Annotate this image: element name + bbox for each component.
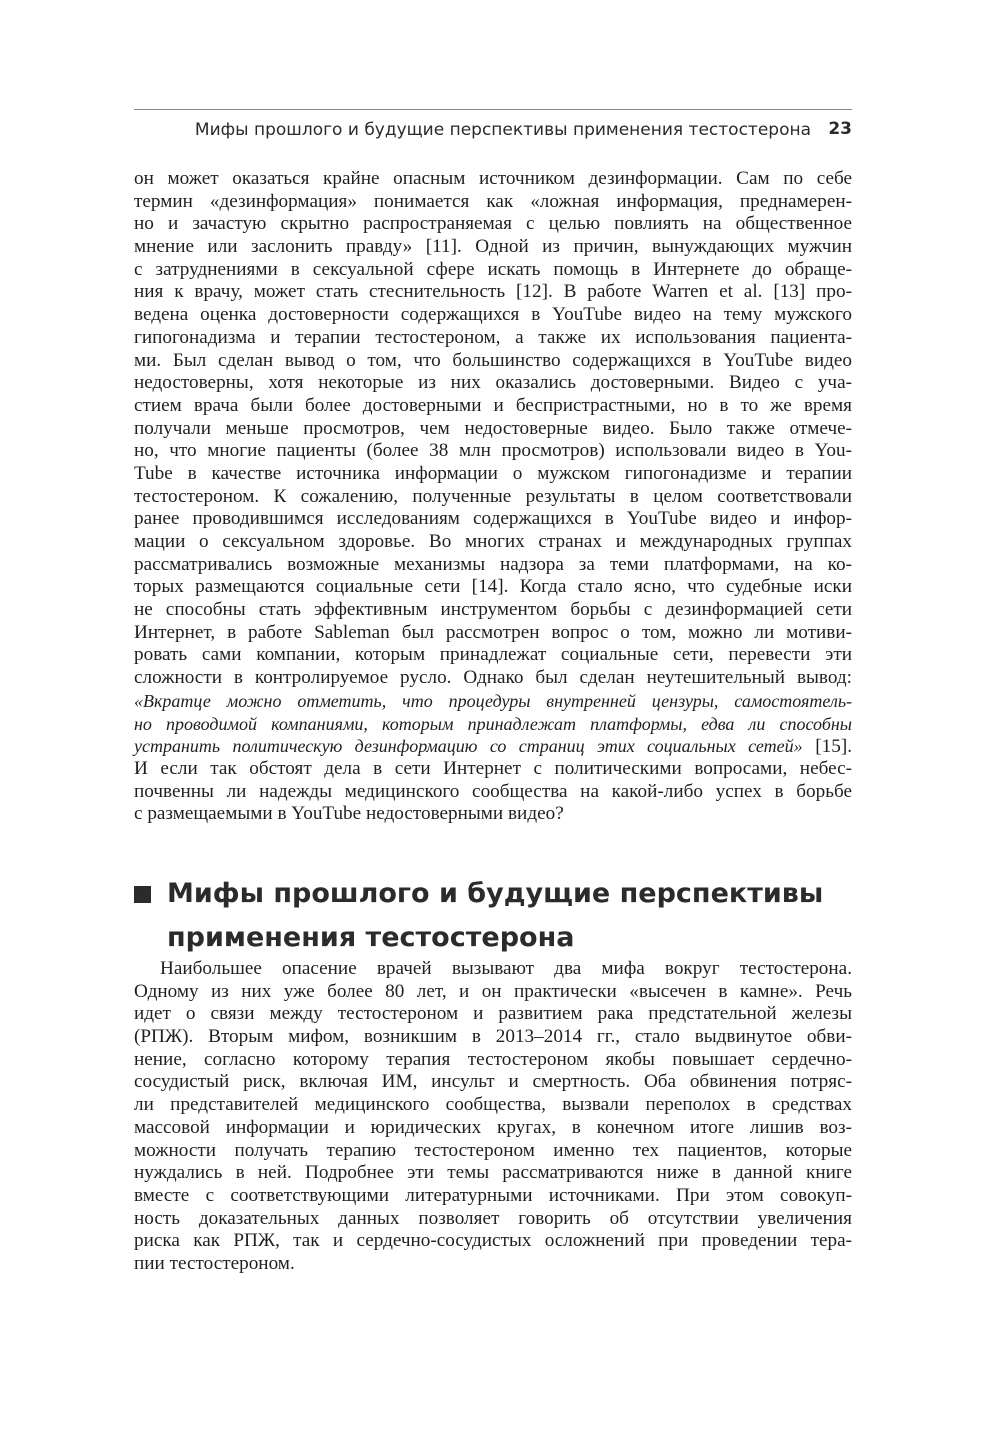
citation-ref: [15]. [802, 736, 853, 758]
text-line: ния к врачу, может стать стеснительность [12]. В работе Warren et al. [13] про- [134, 281, 852, 303]
text-line: ность доказательных данных позволяет говорить об отсутствии увеличения [134, 1207, 852, 1229]
heading-line: применения тестостерона [167, 922, 575, 953]
text-line: сосудистый риск, включая ИМ, инсульт и смертность. Оба обвинения потряс- [134, 1071, 852, 1093]
text-line: Наибольшее опасение врачей вызывают два мифа вокруг тестостерона. [160, 958, 852, 979]
text-line: не способны стать эффективным инструментом борьбы с дезинформацией сети [134, 599, 852, 621]
text-line: недостоверны, хотя некоторые из них оказались достоверными. Видео с уча- [134, 372, 852, 394]
quote-line: но проводимой компаниями, которым принадлежат платформы, едва ли способны [134, 713, 852, 734]
text-line: нение, согласно которому терапия тестостероном якобы повышает сердечно- [134, 1048, 852, 1070]
paragraph-1 [134, 168, 852, 826]
page-number: 23 [828, 119, 852, 139]
text-line: массовой информации и юридических кругах, в конечном итоге лишив воз- [134, 1116, 852, 1138]
text-line: стием врача были более достоверными и беспристрастными, но в то же время [134, 394, 852, 416]
text-line: можности получать терапию тестостероном именно тех пациентов, которые [134, 1139, 852, 1161]
running-title: Мифы прошлого и будущие перспективы применения тестостерона [194, 120, 811, 140]
text-line: рассматривались возможные механизмы надзора за теми платформами, на ко- [134, 553, 852, 575]
section-heading [134, 872, 874, 960]
text-line: Интернет, в работе Sableman был рассмотрен вопрос о том, можно ли мотиви- [134, 621, 852, 643]
text-line: Одному из них уже более 80 лет, и он практически «высечен в камне». Речь [134, 980, 852, 1002]
text-line: мнение или заслонить правду» [11]. Одной из причин, вынуждающих мужчин [134, 236, 852, 258]
quote-line: «Вкратце можно отметить, что процедуры внутренней цензуры, самостоятель- [134, 690, 852, 711]
quote-line-last [134, 735, 852, 758]
text-line: но, что многие пациенты (более 38 млн просмотров) использовали видео в You- [134, 440, 852, 462]
text-line: он может оказаться крайне опасным источником дезинформации. Сам по себе [134, 168, 852, 189]
text-line: ми. Был сделан вывод о том, что большинство содержащихся в YouTube видео [134, 349, 852, 371]
text-line: риска как РПЖ, так и сердечно-сосудистых осложнений при проведении тера- [134, 1230, 852, 1252]
text-line: пии тестостероном. [134, 1252, 295, 1274]
text-line: ровать сами компании, которым принадлежат социальные сети, перевести эти [134, 644, 852, 666]
text-line: почвенны ли надежды медицинского сообщества на какой-либо успех в борьбе [134, 780, 852, 802]
quote-text: устранить политическую дезинформацию со страниц этих социальных сетей» [134, 736, 803, 757]
text-line: гипогонадизма и терапии тестостероном, а также их использования пациента- [134, 326, 852, 348]
text-line: ведена оценка достоверности содержащихся в YouTube видео на тему мужского [134, 304, 852, 326]
paragraph-2 [134, 958, 852, 1276]
text-line: но и зачастую скрытно распространяемая с целью повлиять на общественное [134, 213, 852, 235]
text-line: мации о сексуальном здоровье. Во многих странах и международных группах [134, 531, 852, 552]
text-line: И если так обстоят дела в сети Интернет с политическими вопросами, небес- [134, 757, 852, 779]
text-line: с затруднениями в сексуальной сфере искать помощь в Интернете до обраще- [134, 258, 852, 280]
running-header [134, 109, 852, 150]
text-line: получали меньше просмотров, чем недостоверные видео. Было также отмече- [134, 417, 852, 439]
text-line: ли представителей медицинского сообщества, вызвали переполох в средствах [134, 1094, 852, 1116]
text-line: сложности в контролируемое русло. Однако был сделан неутешительный вывод: [134, 667, 852, 689]
text-line: идет о связи между тестостероном и развитием рака предстательной железы [134, 1003, 852, 1025]
text-line: нуждались в ней. Подробнее эти темы рассматриваются ниже в данной книге [134, 1162, 852, 1184]
text-line: вместе с соответствующими литературными источниками. При этом совокуп- [134, 1184, 852, 1206]
heading-square-icon [134, 886, 151, 903]
text-line: тестостероном. К сожалению, полученные результаты в целом соответствовали [134, 485, 852, 507]
text-line: термин «дезинформация» понимается как «ложная информация, преднамерен- [134, 190, 852, 212]
text-line: Tube в качестве источника информации о мужском гипогонадизме и терапии [134, 462, 852, 484]
text-line: торых размещаются социальные сети [14]. Когда стало ясно, что судебные иски [134, 576, 852, 598]
text-line: с размещаемыми в YouTube недостоверными видео? [134, 803, 564, 825]
text-line: (РПЖ). Вторым мифом, возникшим в 2013–2014 гг., стало выдвинутое обви- [134, 1026, 852, 1048]
heading-line: Мифы прошлого и будущие перспективы [167, 878, 824, 909]
text-line: ранее проводившимся исследованиям содержащихся в YouTube видео и инфор- [134, 508, 852, 530]
